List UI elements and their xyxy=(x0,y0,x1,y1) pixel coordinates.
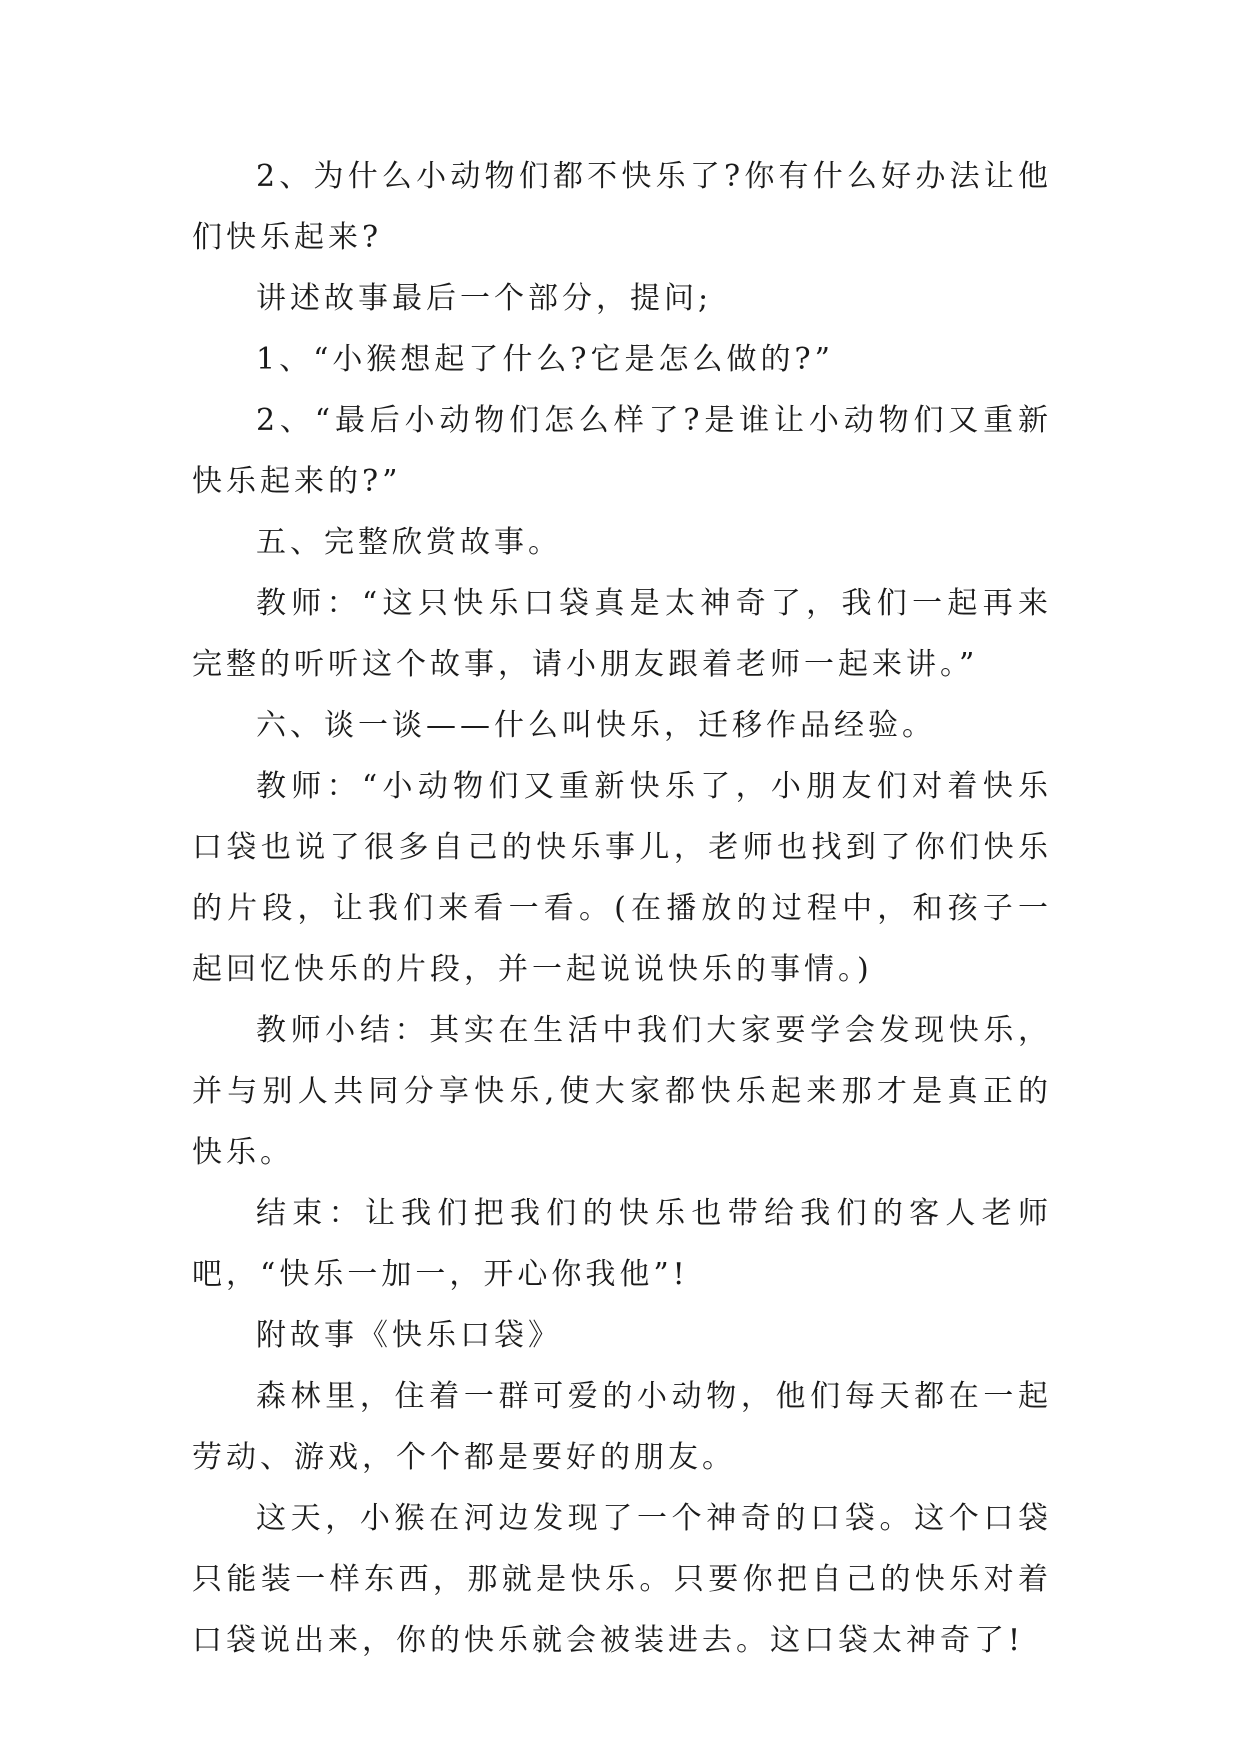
section-heading-5: 五、完整欣赏故事。 xyxy=(256,525,562,560)
paragraph-final-question-1: 1、“小猴想起了什么?它是怎么做的?” xyxy=(256,342,834,377)
paragraph-final-question-2: 2、“最后小动物们怎么样了?是谁让小动物们又重新快乐起来的?” xyxy=(192,403,1052,499)
paragraph-teacher-1: 教师：“这只快乐口袋真是太神奇了，我们一起再来完整的听听这个故事，请小朋友跟着老师一起来讲。” xyxy=(192,586,1052,682)
story-paragraph-2: 这天，小猴在河边发现了一个神奇的口袋。这个口袋只能装一样东西，那就是快乐。只要你把自己的快乐对着口袋说出来，你的快乐就会被装进去。这口袋太神奇了! xyxy=(192,1501,1052,1658)
document-body xyxy=(192,146,1052,1671)
paragraph-teacher-2: 教师：“小动物们又重新快乐了，小朋友们对着快乐口袋也说了很多自己的快乐事儿，老师也找到了你们快乐的片段，让我们来看一看。(在播放的过程中，和孩子一起回忆快乐的片段，并一起说说快乐的事情。) xyxy=(192,769,1052,987)
paragraph-ending: 结束：让我们把我们的快乐也带给我们的客人老师吧，“快乐一加一，开心你我他”! xyxy=(192,1196,1052,1292)
story-title: 附故事《快乐口袋》 xyxy=(256,1318,562,1353)
paragraph-teacher-summary: 教师小结：其实在生活中我们大家要学会发现快乐，并与别人共同分享快乐,使大家都快乐起来那才是真正的快乐。 xyxy=(192,1013,1052,1170)
paragraph-question-2: 2、为什么小动物们都不快乐了?你有什么好办法让他们快乐起来? xyxy=(192,159,1052,255)
section-heading-6: 六、谈一谈——什么叫快乐，迁移作品经验。 xyxy=(256,708,936,743)
paragraph-final-part: 讲述故事最后一个部分，提问; xyxy=(256,281,713,316)
story-paragraph-1: 森林里，住着一群可爱的小动物，他们每天都在一起劳动、游戏，个个都是要好的朋友。 xyxy=(192,1379,1052,1475)
